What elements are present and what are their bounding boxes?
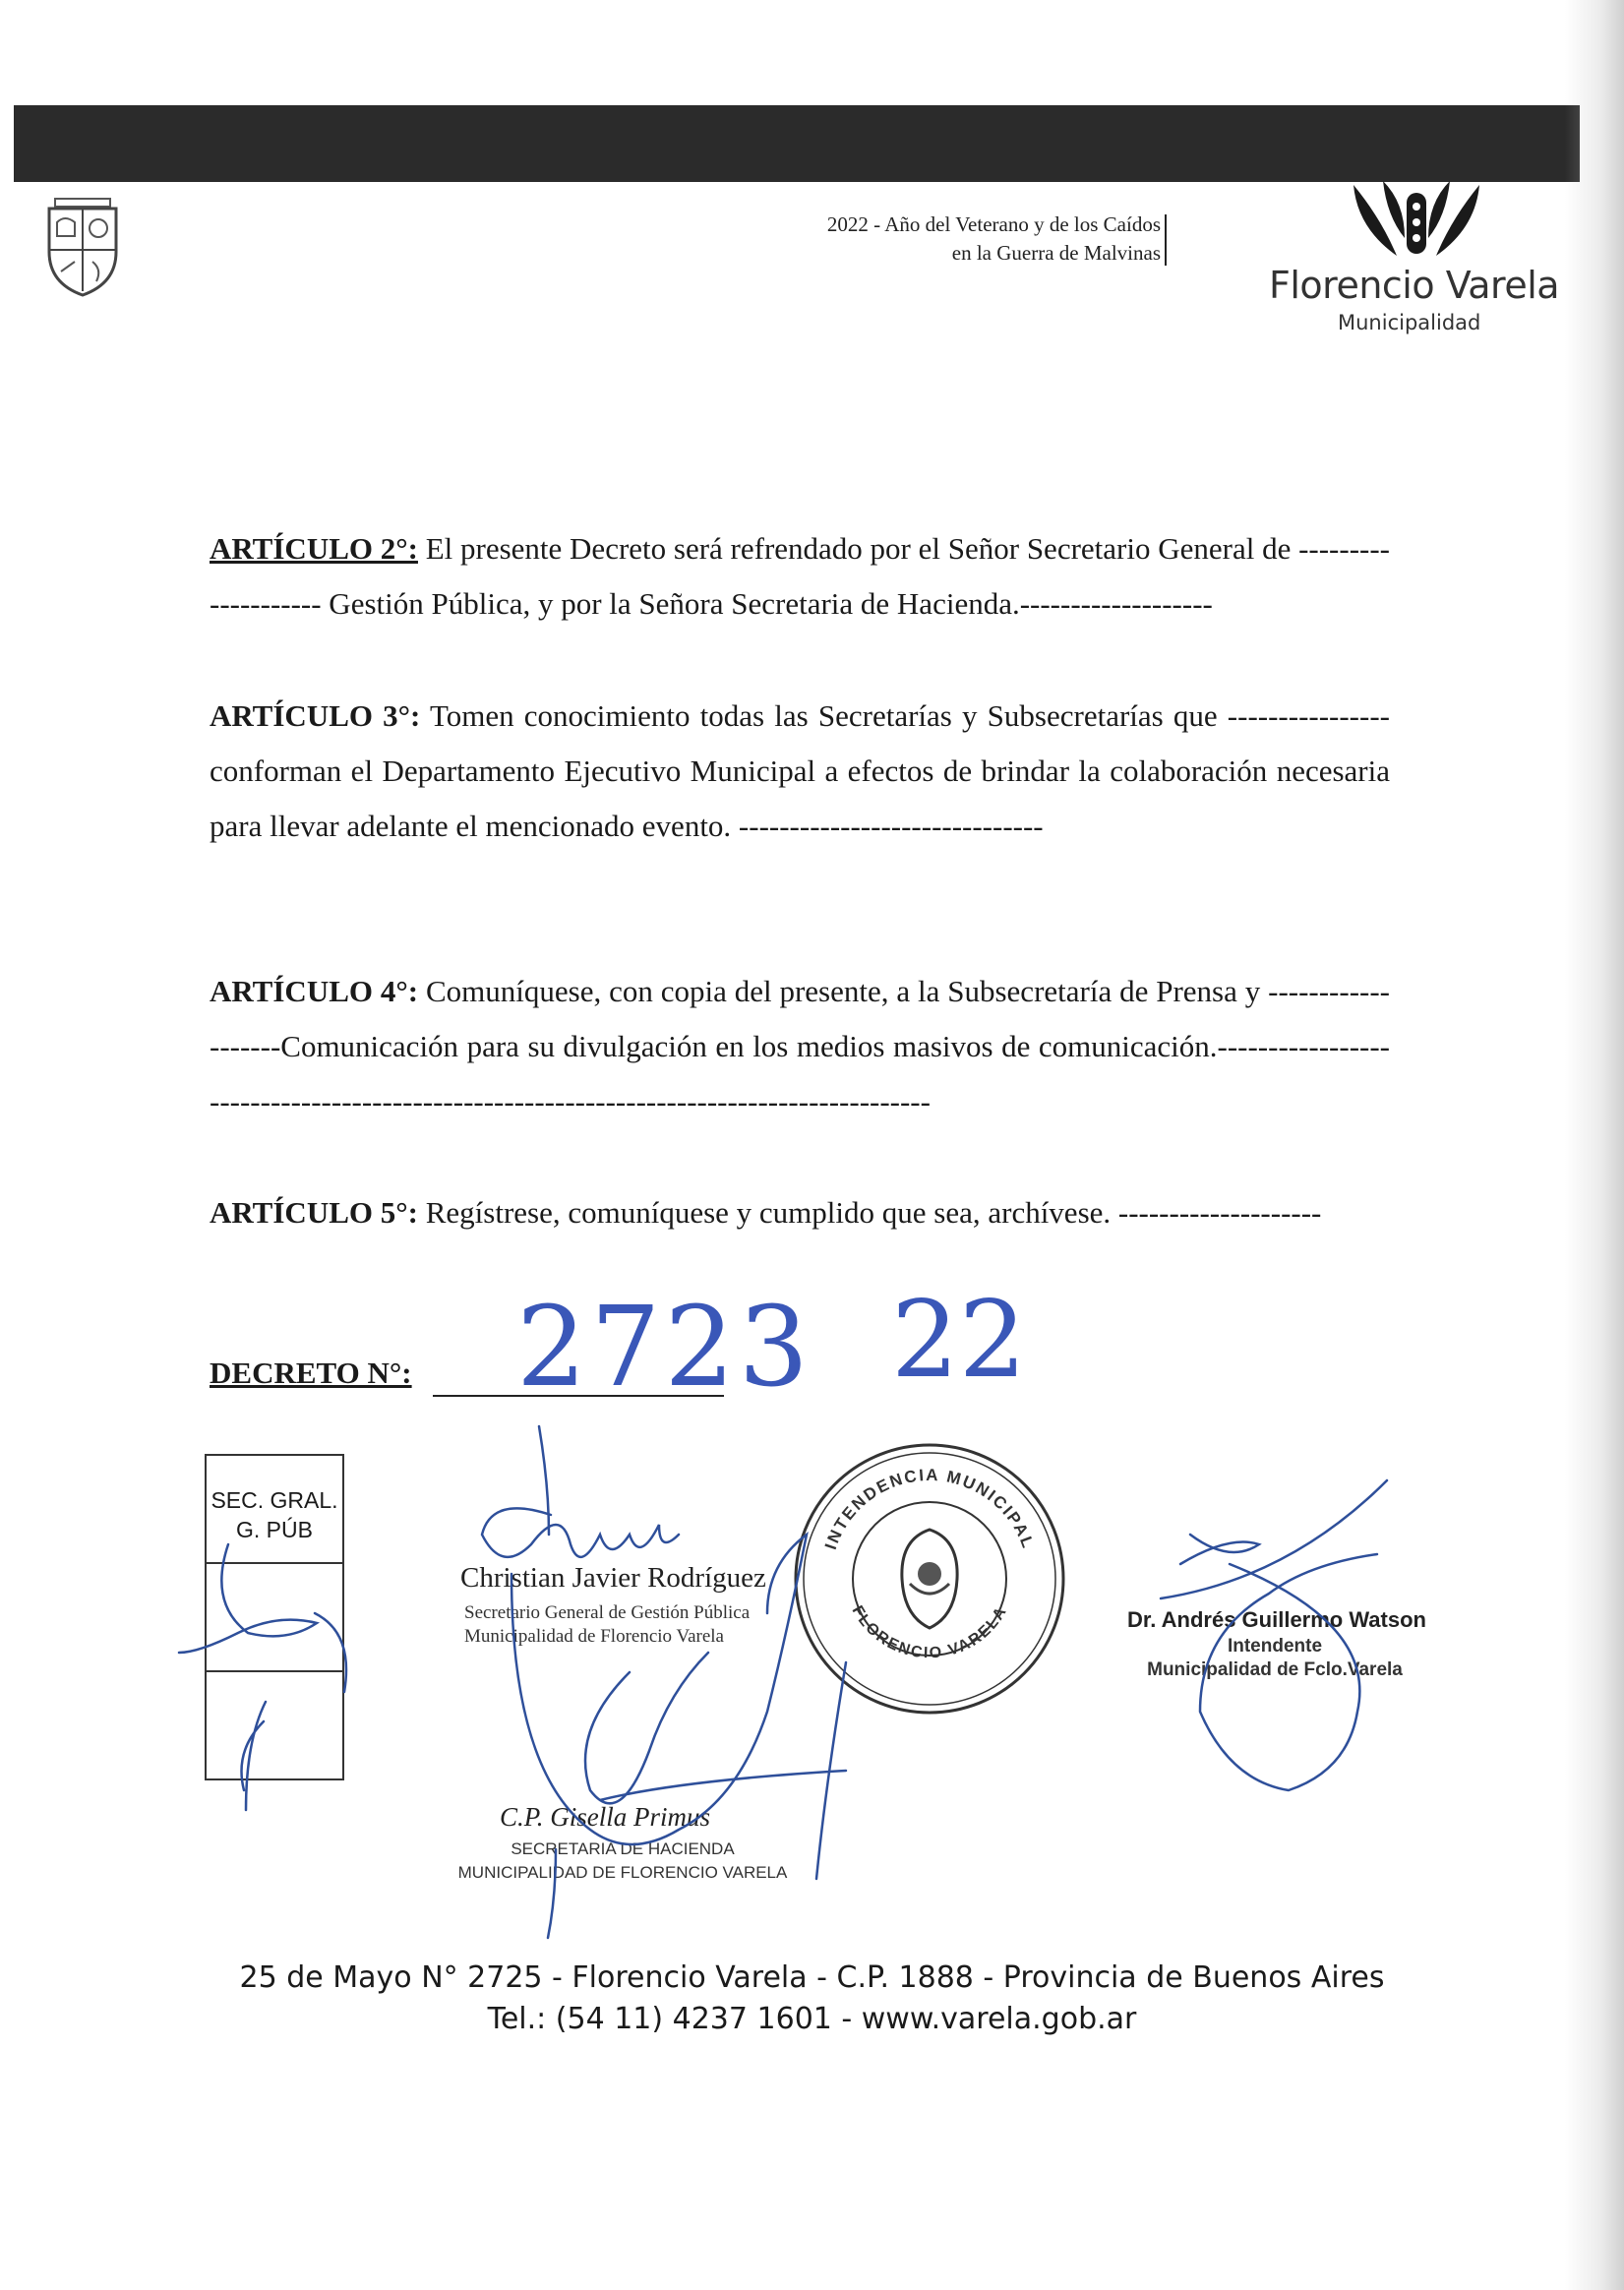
signatory-watson-title2: Municipalidad de Fclo.Varela [1147,1659,1403,1680]
footer-address: 25 de Mayo N° 2725 - Florencio Varela - C.P. 1888 - Provincia de Buenos Aires [239,1960,1385,1995]
article-label: ARTÍCULO 3°: [210,698,421,733]
decreto-year: 22 [891,1279,1027,1402]
logo-name: Florencio Varela [1269,264,1560,307]
initials-box-line2: G. PÚB [236,1517,313,1542]
decreto-label: DECRETO N°: [210,1356,412,1390]
motto-divider [1165,214,1167,266]
article-5 [210,1185,1390,1240]
municipal-crest-icon [41,193,124,299]
page-footer [0,1958,1624,2040]
footer-contact: Tel.: (54 11) 4237 1601 - www.varela.gob.ar [487,2002,1137,2036]
initials-box-header [207,1456,342,1564]
decreto-number: 2723 [516,1284,813,1412]
article-text: Comuníquese, con copia del presente, a la Subsecretaría de Prensa y -------------------Comunicación para su divulgación en los medios masivos de comunicación.---------------------------------------------------------------------------------------- [210,974,1390,1118]
article-label: ARTÍCULO 5°: [210,1195,418,1230]
year-motto [689,211,1161,268]
initials-box [205,1454,344,1780]
signatory-rodriguez-name: Christian Javier Rodríguez [460,1562,766,1594]
florencio-varela-logo-icon [1348,179,1485,260]
signatory-primus-title1: SECRETARIA DE HACIENDA [511,1839,735,1858]
article-3 [210,689,1390,854]
article-label: ARTÍCULO 4°: [210,974,419,1008]
signatory-rodriguez-titles [464,1601,750,1649]
signatory-primus-title2: MUNICIPALIDAD DE FLORENCIO VARELA [457,1863,788,1882]
initials-box-line1: SEC. GRAL. [211,1487,338,1513]
svg-text:FLORENCIO VARELA [848,1603,1010,1662]
initials-box-cell [207,1564,342,1672]
year-motto-line2: en la Guerra de Malvinas [951,241,1161,265]
signatory-watson-titles [1147,1635,1403,1682]
signatory-rodriguez-title1: Secretario General de Gestión Pública [464,1602,751,1623]
article-text: El presente Decreto será refrendado por el Señor Secretario General de -------------------- Gestión Pública, y por la Señora Secretaria de Hacienda.------------------- [210,531,1390,621]
logo-subtitle: Municipalidad [1338,311,1481,334]
year-motto-line1: 2022 - Año del Veterano y de los Caídos [826,212,1161,236]
article-text: Tomen conocimiento todas las Secretarías y Subsecretarías que ---------------- conforman el Departamento Ejecutivo Municipal a efectos de brindar la colaboración necesaria para llevar adelante el mencionado evento. ------------------------------ [210,698,1390,843]
seal-text-top: INTENDENCIA MUNICIPAL [820,1465,1039,1552]
signatory-watson-title1: Intendente [1227,1636,1323,1657]
seal-text-bottom: FLORENCIO VARELA [848,1602,1011,1662]
article-2 [210,521,1390,632]
municipal-seal-stamp [787,1436,1072,1721]
article-text: Regístrese, comuníquese y cumplido que sea, archívese. -------------------- [417,1195,1322,1230]
signatory-watson-name: Dr. Andrés Guillermo Watson [1127,1607,1426,1632]
signatory-primus-name: C.P. Gisella Primus [500,1802,711,1832]
scan-shadow-edge [1565,0,1624,2290]
header-dark-bar [14,105,1580,182]
article-4 [210,964,1390,1129]
signatory-rodriguez-title2: Municipalidad de Florencio Varela [464,1626,724,1647]
signatory-primus-titles [441,1838,805,1885]
article-label: ARTÍCULO 2°: [210,531,418,566]
